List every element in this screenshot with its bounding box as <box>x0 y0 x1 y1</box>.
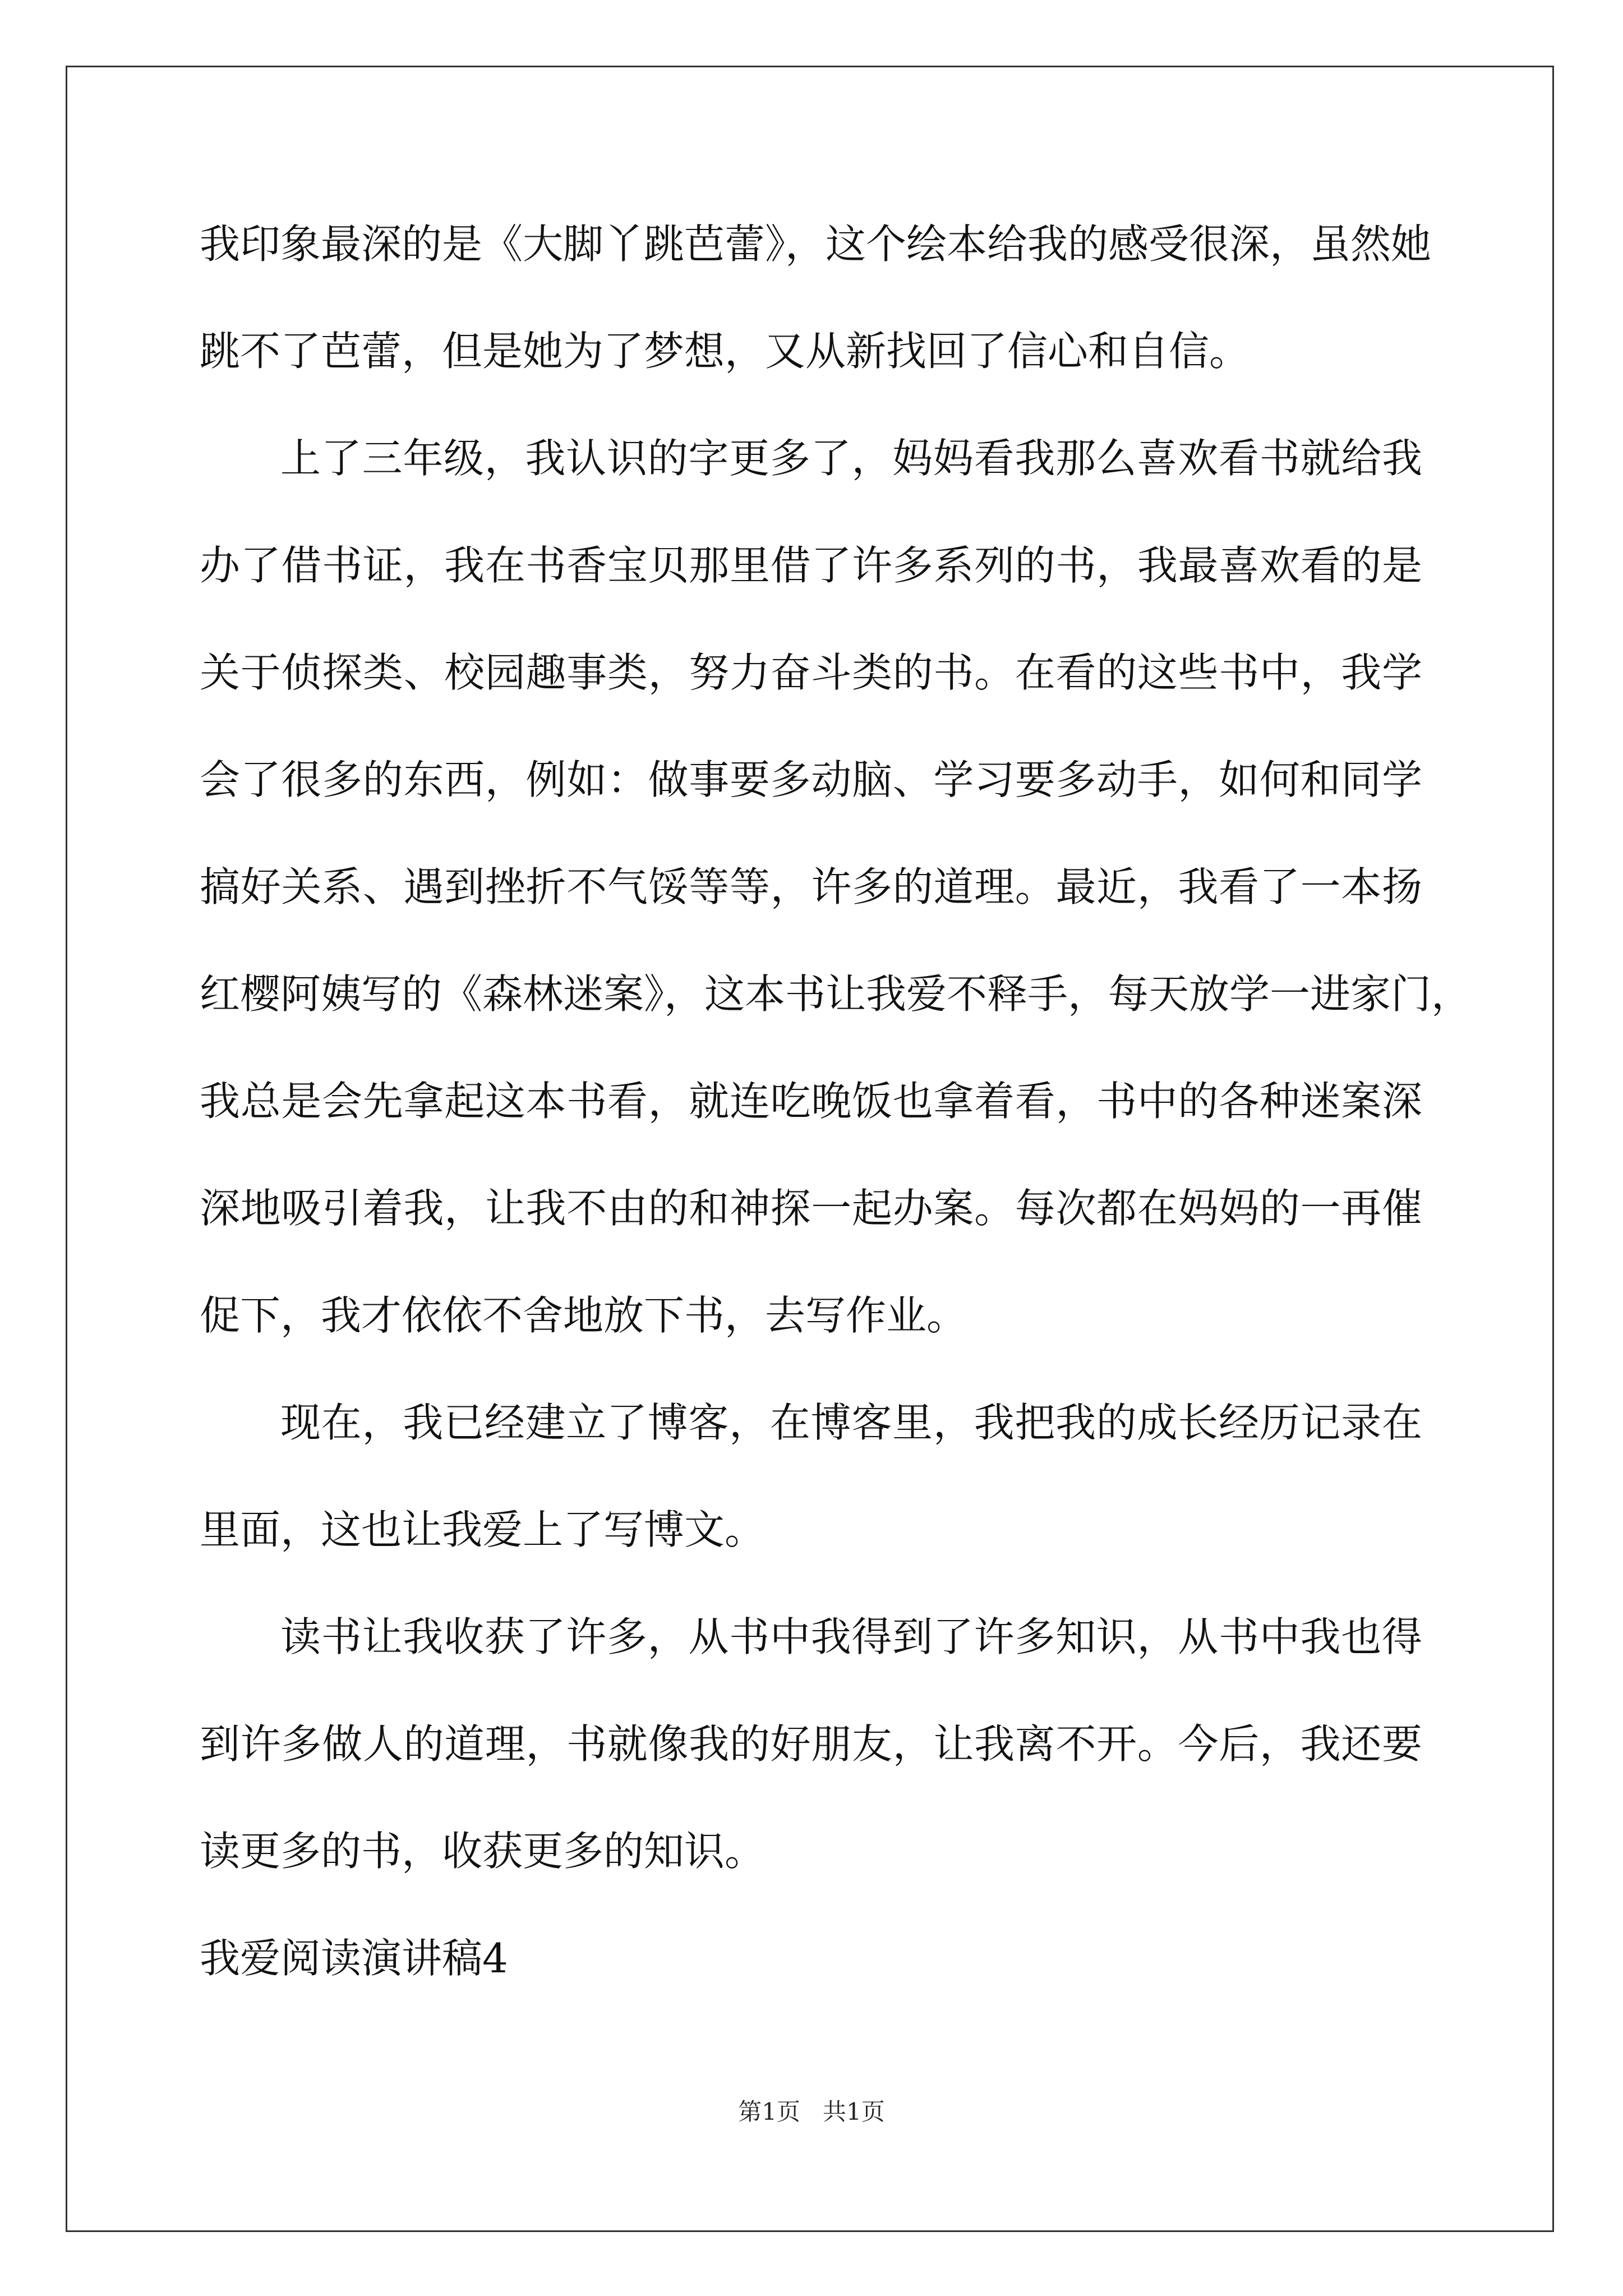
text-line: 我总是会先拿起这本书看，就连吃晚饭也拿着看，书中的各种迷案深 <box>200 1078 1422 1125</box>
text-line: 我印象最深的是《大脚丫跳芭蕾》，这个绘本给我的感受很深，虽然她 <box>200 220 1432 268</box>
document-body <box>200 191 1472 2012</box>
text-line: 会了很多的东西，例如：做事要多动脑、学习要多动手，如何和同学 <box>200 756 1422 803</box>
paragraph-1 <box>200 191 1432 405</box>
text-line: 里面，这也让我爱上了写博文。 <box>200 1506 766 1553</box>
text-line: 深地吸引着我，让我不由的和神探一起办案。每次都在妈妈的一再催 <box>200 1185 1422 1232</box>
text-line: 跳不了芭蕾，但是她为了梦想，又从新找回了信心和自信。 <box>200 328 1250 375</box>
page-number: 第1页 <box>738 2098 800 2125</box>
text-line: 搞好关系、遇到挫折不气馁等等，许多的道理。最近，我看了一本扬 <box>200 863 1422 910</box>
text-line: 读更多的书，收获更多的知识。 <box>200 1828 766 1875</box>
text-line: 现在，我已经建立了博客，在博客里，我把我的成长经历记录在 <box>280 1399 1422 1446</box>
page-footer <box>0 2095 1623 2129</box>
paragraph-2 <box>200 405 1472 1369</box>
page-total: 共1页 <box>823 2098 885 2125</box>
text-line: 到许多做人的道理，书就像我的好朋友，让我离不开。今后，我还要 <box>200 1720 1422 1768</box>
text-line: 关于侦探类、校园趣事类，努力奋斗类的书。在看的这些书中，我学 <box>200 649 1422 696</box>
paragraph-3 <box>200 1369 1422 1584</box>
paragraph-4 <box>200 1584 1422 1905</box>
text-line: 红樱阿姨写的《森林迷案》，这本书让我爱不释手，每天放学一进家门， <box>200 970 1472 1018</box>
text-line: 上了三年级，我认识的字更多了，妈妈看我那么喜欢看书就给我 <box>280 435 1422 482</box>
text-line: 促下，我才依依不舍地放下书，去写作业。 <box>200 1292 967 1339</box>
text-line: 办了借书证，我在书香宝贝那里借了许多系列的书，我最喜欢看的是 <box>200 542 1422 589</box>
section-heading: 我爱阅读演讲稿4 <box>200 1935 508 1982</box>
text-line: 读书让我收获了许多，从书中我得到了许多知识，从书中我也得 <box>280 1613 1422 1660</box>
